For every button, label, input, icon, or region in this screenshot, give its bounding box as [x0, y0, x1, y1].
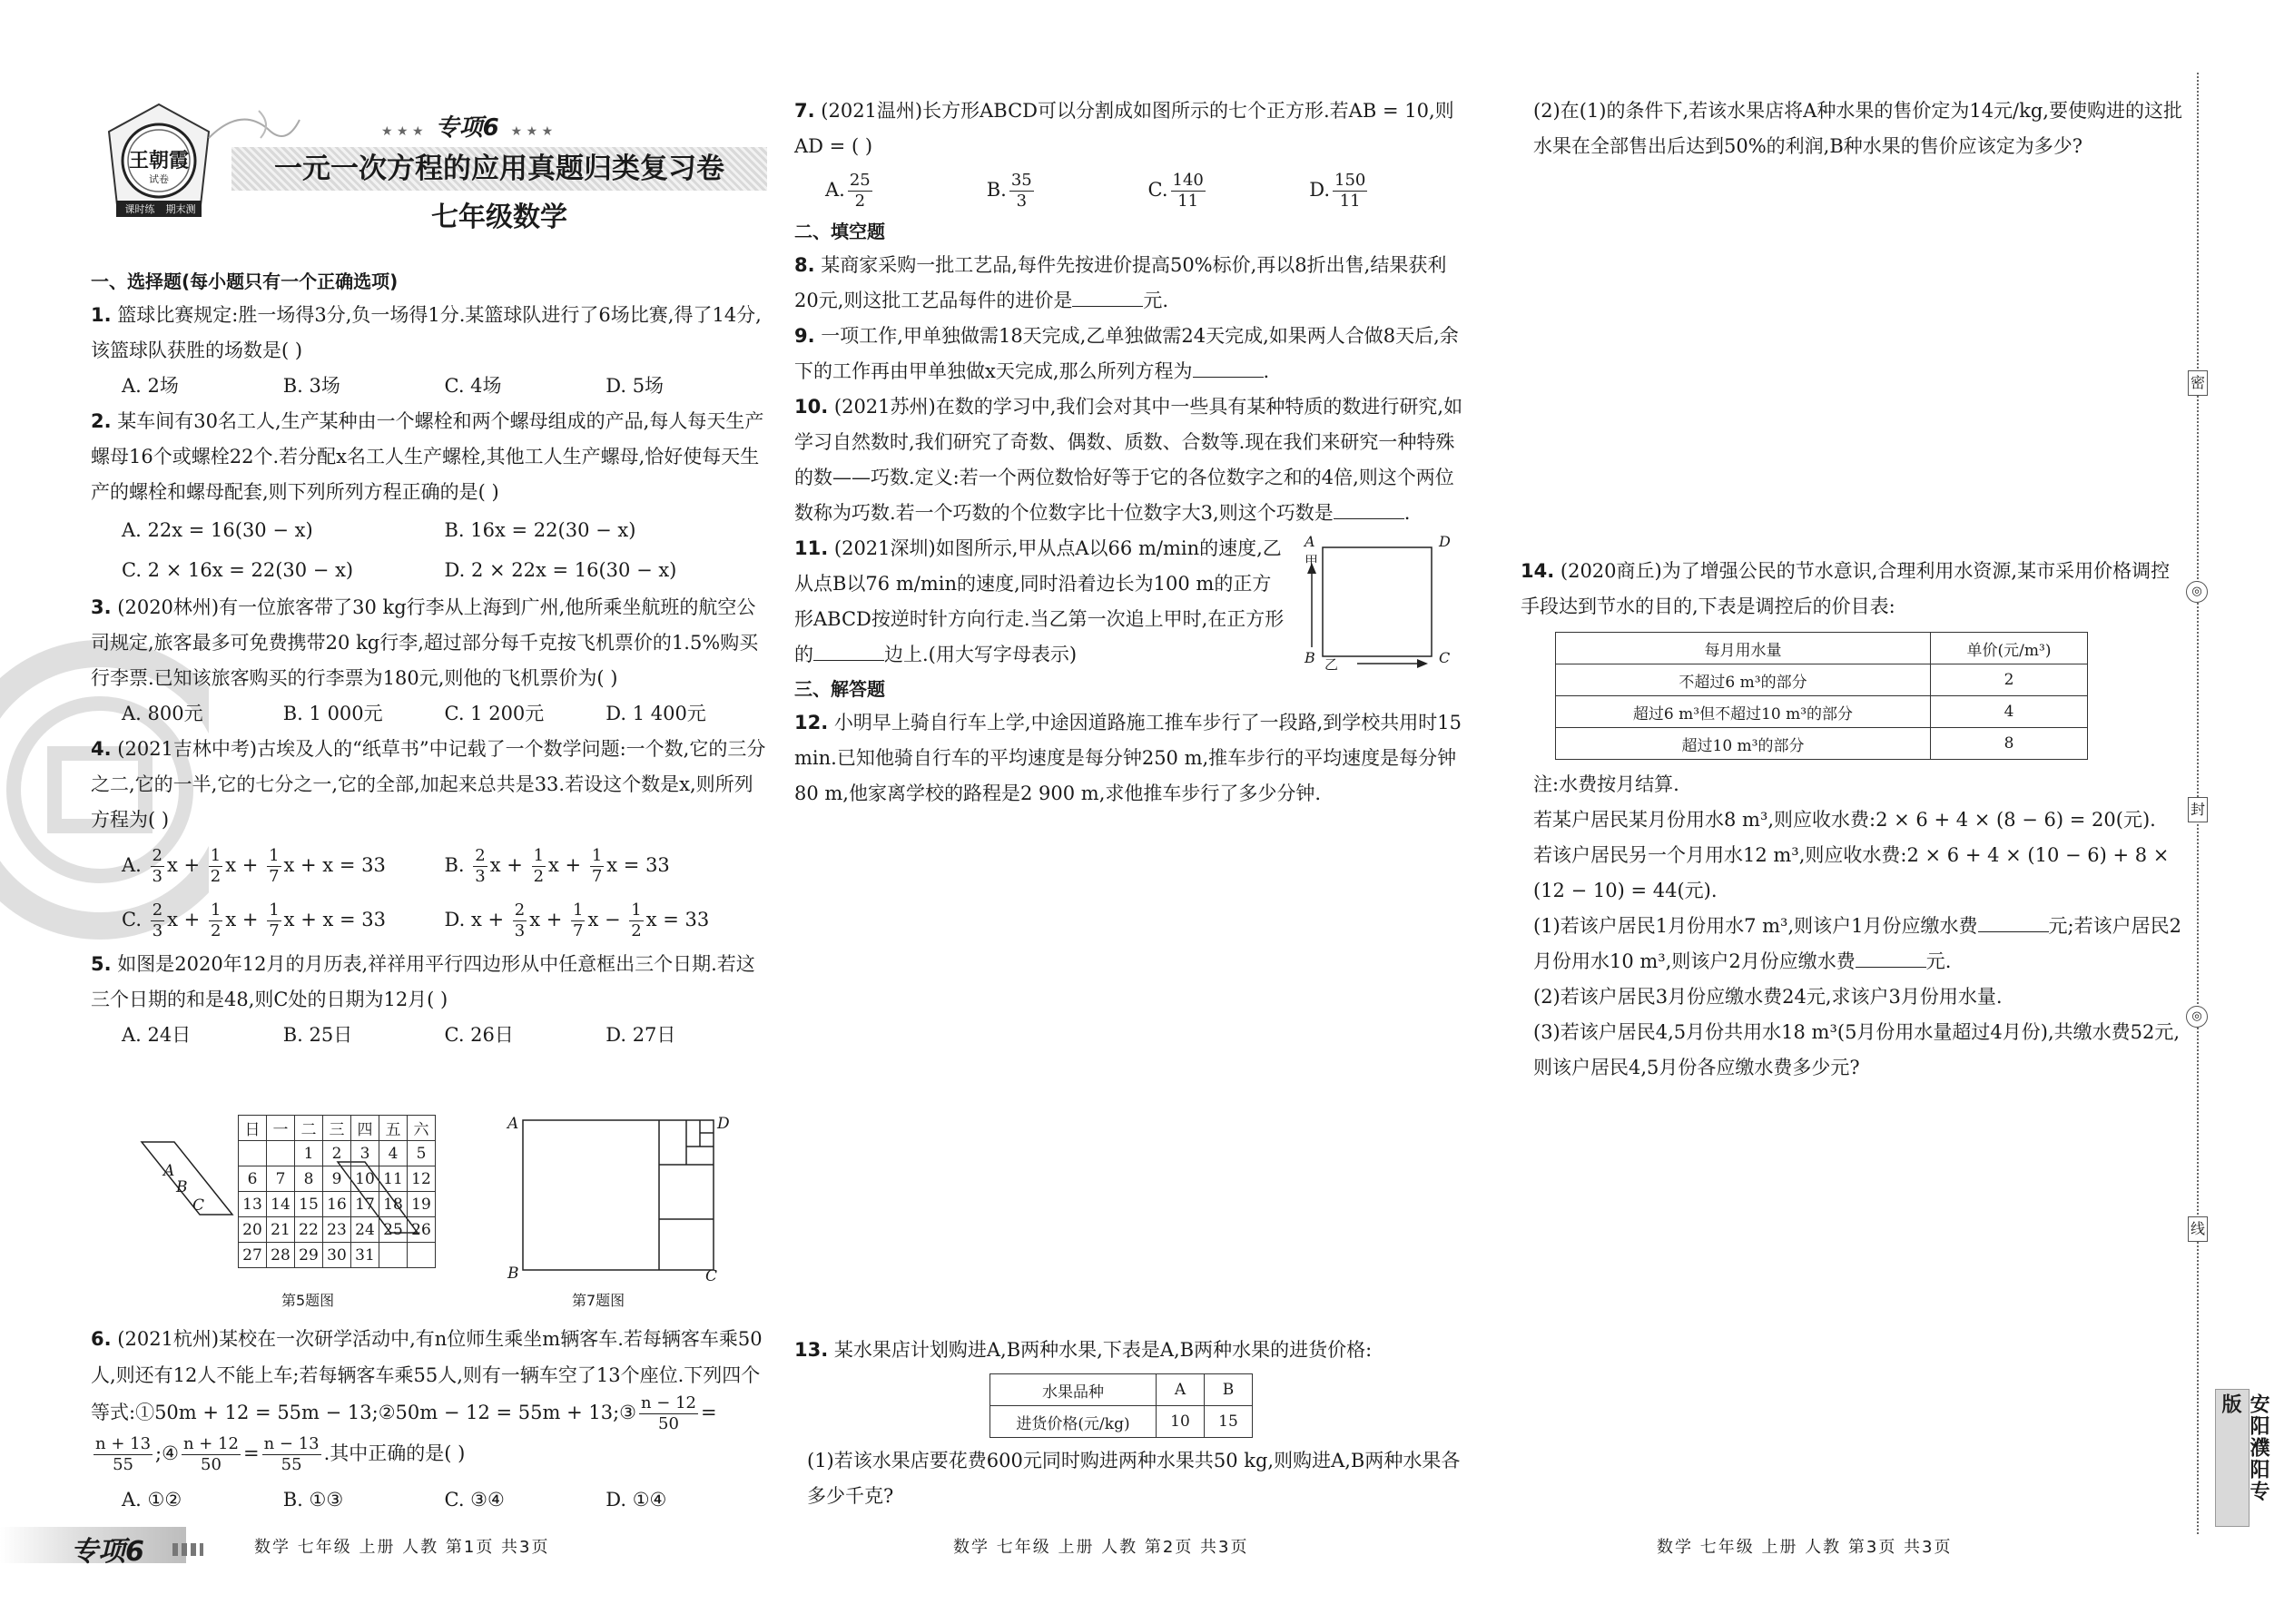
calendar-cell: 10 — [351, 1166, 379, 1192]
q3-text: (2020林州)有一位旅客带了30 kg行李从上海到广州,他所乘坐航班的航空公司规定,旅客最多可免费携带20 kg行李,超过部分每千克按飞机票价的1.5%购买行李票.已知该旅客购买的行李票为180元,则他的飞机票价为( ) — [91, 596, 759, 689]
figure-11-yi: 乙 — [1324, 656, 1339, 673]
q5-option-b[interactable]: B. 25日 — [282, 1024, 353, 1046]
q8-tail: 元. — [1143, 290, 1169, 311]
figure-11-label-a: A — [1305, 533, 1315, 550]
q4-text: (2021吉林中考)古埃及人的“纸草书”中记载了一个数学问题:一个数,它的三分之二,它的一半,它的七分之一,它的全部,加起来总共是33.若设这个数是x,则所列方程为( ) — [91, 738, 766, 831]
calendar-cell: 25 — [379, 1217, 408, 1243]
calendar-header-cell: 六 — [408, 1116, 436, 1141]
logo-sub: 试卷 — [149, 173, 169, 185]
calendar-cell: 24 — [351, 1217, 379, 1243]
calendar-cell: 31 — [351, 1243, 379, 1268]
figure-7-label-a: A — [507, 1115, 519, 1133]
figure-11-label-b: B — [1305, 649, 1315, 666]
q1-option-c[interactable]: C. 4场 — [444, 375, 502, 397]
table-header-cell: 每月用水量 — [1556, 633, 1931, 664]
calendar-cell: 20 — [239, 1217, 267, 1243]
calendar-cell: 14 — [267, 1192, 295, 1217]
calendar-cell: 15 — [295, 1192, 323, 1217]
q9-text: 一项工作,甲单独做需18天完成,乙单独做需24天完成,如果两人合做8天后,余下的工作再由甲单独做x天完成,那么所列方程为 — [794, 325, 1459, 382]
calendar-header-cell: 五 — [379, 1116, 408, 1141]
q14-part-3: (3)若该户居民4,5月份共用水18 m³(5月份用水量超过4月份),共缴水费52元,则该户居民4,5月份各应缴水费多少元? — [1533, 1021, 2181, 1078]
logo-badge-right: 期末测 — [165, 203, 196, 215]
q13-text: 某水果店计划购进A,B两种水果,下表是A,B两种水果的进货价格: — [833, 1339, 1373, 1361]
q1-number: 1. — [91, 304, 112, 326]
q14-example-1: 若某户居民某月份用水8 m³,则应收水费:2 × 6 + 4 × (8 − 6) = 20(元). — [1533, 809, 2156, 831]
calendar-header-cell: 四 — [351, 1116, 379, 1141]
q1-text: 篮球比赛规定:胜一场得3分,负一场得1分.某篮球队进行了6场比赛,得了14分,该篮球队获胜的场数是( ) — [91, 304, 762, 361]
q2-option-a[interactable]: A. 22x = 16(30 − x) — [122, 519, 313, 541]
calendar-cell: 28 — [267, 1243, 295, 1268]
q1-option-a[interactable]: A. 2场 — [122, 375, 179, 397]
q1-option-b[interactable]: B. 3场 — [282, 375, 340, 397]
table-row — [239, 1217, 436, 1243]
q13-number: 13. — [794, 1339, 829, 1361]
calendar-cell: 6 — [239, 1166, 267, 1192]
q2-option-d[interactable]: D. 2 × 22x = 16(30 − x) — [444, 559, 677, 581]
footer-tag-dots — [172, 1543, 203, 1556]
page-subtitle: 七年级数学 — [431, 202, 567, 233]
q11-answer-blank[interactable] — [813, 644, 884, 661]
question-8 — [794, 248, 1471, 319]
footer-page-2: 数学 七年级 上册 人教 第2页 共3页 — [953, 1538, 1249, 1557]
side-mark-line: 线 — [2188, 1216, 2208, 1242]
table-cell: 不超过6 m³的部分 — [1556, 664, 1931, 696]
water-price-table — [1555, 632, 2088, 760]
footer-tag: 专项6 — [71, 1536, 144, 1568]
calendar-cell — [267, 1141, 295, 1166]
calendar-cell: 29 — [295, 1243, 323, 1268]
q4-option-b[interactable]: B. $\frac{2}{3}$ x + $\frac{1}{2}$ x + $\frac{1}{7}$ x = 33 — [444, 846, 670, 886]
calendar-cell: 22 — [295, 1217, 323, 1243]
q8-answer-blank[interactable] — [1072, 290, 1143, 307]
q7-option-c[interactable]: C. $\frac{140}{11}$ — [1147, 171, 1204, 211]
q11-text: (2021深圳)如图所示,甲从点A以66 m/min的速度,乙从点B以76 m/min的速度,同时沿着边长为100 m的正方形ABCD按逆时针方向行走.当乙第一次追上甲时,在正方形的 — [794, 537, 1285, 665]
q6-text: (2021杭州)某校在一次研学活动中,有n位师生乘坐m辆客车.若每辆客车乘50人,则还有12人不能上车;若每辆客车乘55人,则有一辆车空了13个座位.下列四个等式:①50m + 12 = 55m − 13;②50m − 12 = 55m + 13;③ — [91, 1328, 763, 1423]
q6-number: 6. — [91, 1328, 112, 1350]
calendar-header-cell: 一 — [267, 1116, 295, 1141]
table-cell: 4 — [1931, 696, 2088, 728]
q11-tail: 边上.(用大写字母表示) — [884, 644, 1078, 665]
q14-text: (2020商丘)为了增强公民的节水意识,合理利用水资源,某市采用价格调控手段达到节水的目的,下表是调控后的价目表: — [1521, 560, 2171, 617]
table-cell: 8 — [1931, 728, 2088, 760]
q3-number: 3. — [91, 596, 112, 618]
table-header-cell: 水果品种 — [990, 1374, 1157, 1406]
calendar-cell: 19 — [408, 1192, 436, 1217]
q10-text: (2021苏州)在数的学习中,我们会对其中一些具有某种特质的数进行研究,如学习自然数时,我们研究了奇数、偶数、质数、合数等.现在我们来研究一种特殊的数——巧数.定义:若一个两位数恰好等于它的各位数字之和的4倍,则这个两位数称为巧数.若一个巧数的个位数字比十位数字大3,则这个巧数是 — [794, 396, 1463, 524]
figure-11-square — [1321, 546, 1439, 664]
table-cell: 2 — [1931, 664, 2088, 696]
stars-right: ★ ★ ★ — [510, 124, 554, 139]
table-row — [239, 1192, 436, 1217]
figure-7-caption: 第7题图 — [572, 1292, 625, 1309]
q9-answer-blank[interactable] — [1193, 360, 1264, 378]
table-row — [990, 1374, 1253, 1406]
q14-part-1: (1)若该户居民1月份用水7 m³,则该户1月份应缴水费 元;若该户居民2月份用水10 m³,则该户2月份应缴水费 元. — [1533, 915, 2181, 972]
figure-7 — [504, 1115, 731, 1324]
figure-5-label-a: A — [163, 1162, 175, 1180]
question-9 — [794, 319, 1471, 389]
figure-7-label-d: D — [717, 1115, 730, 1133]
calendar-cell: 21 — [267, 1217, 295, 1243]
q3-option-a[interactable]: A. 800元 — [122, 703, 203, 724]
q14-part-2: (2)若该户居民3月份应缴水费24元,求该户3月份用水量. — [1533, 986, 2003, 1008]
table-row — [1556, 633, 2088, 664]
calendar-cell: 8 — [295, 1166, 323, 1192]
q7-option-b[interactable]: B. $\frac{35}{3}$ — [986, 171, 1032, 211]
calendar-cell: 4 — [379, 1141, 408, 1166]
question-11 — [794, 531, 1471, 673]
q6-option-d[interactable]: D. ①④ — [605, 1489, 667, 1511]
section-choice: 一、选择题(每小题只有一个正确选项) — [91, 271, 399, 292]
question-3 — [91, 590, 767, 732]
q7-text: (2021温州)长方形ABCD可以分割成如图所示的七个正方形.若AB = 10,则AD = ( ) — [794, 100, 1454, 157]
table-row — [1556, 664, 2088, 696]
question-13 — [794, 1333, 1471, 1514]
q6-option-a[interactable]: A. ①② — [122, 1489, 182, 1511]
q4-option-c[interactable]: C. $\frac{2}{3}$ x + $\frac{1}{2}$ x + $\frac{1}{7}$ x + x = 33 — [122, 901, 386, 940]
table-row — [1556, 728, 2088, 760]
q5-option-a[interactable]: A. 24日 — [122, 1024, 192, 1046]
column-2 — [794, 94, 1471, 812]
table-row — [1556, 696, 2088, 728]
header-stars-row — [381, 109, 553, 143]
q2-option-b[interactable]: B. 16x = 22(30 − x) — [444, 519, 636, 541]
q5-text: 如图是2020年12月的月历表,祥祥用平行四边形从中任意框出三个日期.若这三个日期的和是48,则C处的日期为12月( ) — [91, 953, 755, 1010]
calendar-cell: 3 — [351, 1141, 379, 1166]
side-circle-icon-2: ◎ — [2186, 1006, 2208, 1028]
q13-part-1: (1)若该水果店要花费600元同时购进两种水果共50 kg,则购进A,B两种水果各多少千克? — [807, 1450, 1461, 1507]
calendar-cell: 17 — [351, 1192, 379, 1217]
calendar-cell: 27 — [239, 1243, 267, 1268]
q6-option-c[interactable]: C. ③④ — [444, 1489, 505, 1511]
table-header-cell: B — [1205, 1374, 1253, 1406]
title-banner — [231, 147, 767, 191]
calendar-cell: 30 — [323, 1243, 351, 1268]
q4-option-a[interactable]: A. $\frac{2}{3}$ x + $\frac{1}{2}$ x + $\frac{1}{7}$ x + x = 33 — [122, 846, 386, 886]
calendar-cell: 18 — [379, 1192, 408, 1217]
figure-5-label-c: C — [192, 1196, 205, 1215]
calendar-header-cell: 三 — [323, 1116, 351, 1141]
edition-badge — [2215, 1389, 2269, 1527]
logo-text: 王朝霞 — [129, 149, 190, 172]
page-title: 一元一次方程的应用真题归类复习卷 — [274, 153, 724, 185]
figure-11-arrow-up-icon — [1303, 561, 1321, 652]
calendar-cell — [239, 1141, 267, 1166]
calendar-cell: 1 — [295, 1141, 323, 1166]
q6-mid: ;④ — [155, 1442, 179, 1464]
table-cell: 超过10 m³的部分 — [1556, 728, 1931, 760]
q9-number: 9. — [794, 325, 815, 347]
q5-option-c[interactable]: C. 26日 — [444, 1024, 514, 1046]
figure-11-arrow-right-icon — [1339, 655, 1430, 673]
q14-answer-blank-2[interactable] — [1856, 950, 1926, 968]
q2-text: 某车间有30名工人,生产某种由一个螺栓和两个螺母组成的产品,每人每天生产螺母16个或螺栓22个.若分配x名工人生产螺栓,其他工人生产螺母,恰好使每天生产的螺栓和螺母配套,则下列所列方程正确的是( ) — [91, 410, 764, 503]
q5-number: 5. — [91, 953, 112, 975]
section-answer: 三、解答题 — [794, 678, 885, 700]
table-cell: 超过6 m³但不超过10 m³的部分 — [1556, 696, 1931, 728]
column-1 — [91, 265, 767, 1053]
q3-option-b[interactable]: B. 1 000元 — [282, 703, 383, 724]
question-7 — [794, 94, 1471, 215]
figure-11-label-c: C — [1439, 649, 1451, 666]
logo-badge-left: 课时练 — [124, 203, 155, 215]
table-cell: 进货价格(元/kg) — [990, 1406, 1157, 1438]
calendar-cell: 11 — [379, 1166, 408, 1192]
q3-options — [91, 696, 767, 732]
question-2 — [91, 404, 767, 590]
figure-5 — [136, 1115, 445, 1324]
q8-text: 某商家采购一批工艺品,每件先按进价提高50%标价,再以8折出售,结果获利20元,则这批工艺品每件的进价是 — [794, 254, 1447, 311]
q7-number: 7. — [794, 100, 815, 122]
question-12 — [794, 705, 1471, 812]
calendar-table — [238, 1115, 436, 1268]
q5-option-d[interactable]: D. 27日 — [605, 1024, 676, 1046]
figure-7-label-b: B — [507, 1265, 519, 1283]
q4-option-d[interactable]: D. x + $\frac{2}{3}$ x + $\frac{1}{7}$ x − $\frac{1}{2}$ x = 33 — [444, 901, 710, 940]
stars-left: ★ ★ ★ — [381, 124, 424, 139]
figure-5-caption: 第5题图 — [281, 1292, 335, 1309]
calendar-cell: 2 — [323, 1141, 351, 1166]
q2-number: 2. — [91, 410, 112, 432]
side-circle-icon: ◎ — [2186, 581, 2208, 603]
q3-option-d[interactable]: D. 1 400元 — [605, 703, 706, 724]
figure-7-label-c: C — [705, 1267, 718, 1285]
calendar-header-cell: 日 — [239, 1116, 267, 1141]
section-fill: 二、填空题 — [794, 221, 885, 242]
table-row — [239, 1166, 436, 1192]
column-3 — [1521, 94, 2183, 164]
calendar-cell: 7 — [267, 1166, 295, 1192]
q10-number: 10. — [794, 396, 829, 418]
question-10 — [794, 389, 1471, 531]
q1-option-d[interactable]: D. 5场 — [605, 375, 665, 397]
question-6: 6. (2021杭州)某校在一次研学活动中,有n位师生乘坐m辆客车.若每辆客车乘50人,则还有12人不能上车;若每辆客车乘55人,则有一辆车空了13个座位.下列四个等式:①50m + 12 = 55m − 13;②50m − 12 = 55m + 13;③ $\frac{n - 12}{50}$ = $\frac{n + 13}{55}$ ;④ $\frac{n + 12}{50}$ = $\frac{n - 13}{55}$ .其中正确的是( ) A. ①② B. ①③ C. ③④ D. ①④ — [91, 1321, 767, 1518]
calendar-header-cell: 二 — [295, 1116, 323, 1141]
q6-option-b[interactable]: B. ①③ — [282, 1489, 344, 1511]
q5-options — [91, 1018, 767, 1053]
q4-number: 4. — [91, 738, 112, 760]
table-row — [239, 1243, 436, 1268]
side-mark-seal: 密 — [2188, 370, 2208, 396]
figure-5-label-b: B — [176, 1178, 188, 1196]
q14-answer-blank-1[interactable] — [1978, 915, 2049, 932]
q2-options — [91, 510, 767, 590]
table-cell: 15 — [1205, 1406, 1253, 1438]
q7-option-d[interactable]: D. $\frac{150}{11}$ — [1309, 171, 1366, 211]
calendar-cell: 16 — [323, 1192, 351, 1217]
q8-number: 8. — [794, 254, 815, 276]
calendar-cell — [379, 1243, 408, 1268]
q13-part-2: (2)在(1)的条件下,若该水果店将A种水果的售价定为14元/kg,要使购进的这批水果在全部售出后达到50%的利润,B种水果的售价应该定为多少? — [1533, 100, 2182, 157]
table-row — [239, 1141, 436, 1166]
fruit-price-table — [989, 1373, 1253, 1438]
q14-note: 注:水费按月结算. — [1533, 773, 1679, 795]
q12-text: 小明早上骑自行车上学,中途因道路施工推车步行了一段路,到学校共用时15 min.已知他骑自行车的平均速度是每分钟250 m,推车步行的平均速度是每分钟80 m,他家离学校的路程是2 900 m,求他推车步行了多少分钟. — [794, 712, 1462, 804]
footer-page-3: 数学 七年级 上册 人教 第3页 共3页 — [1657, 1538, 1953, 1557]
figure-11-label-d: D — [1439, 533, 1451, 550]
calendar-cell: 23 — [323, 1217, 351, 1243]
q4-options — [91, 838, 767, 947]
footer-page-1: 数学 七年级 上册 人教 第1页 共3页 — [254, 1538, 550, 1557]
table-row — [239, 1116, 436, 1141]
question-14 — [1521, 554, 2183, 1086]
q9-tail: . — [1263, 360, 1270, 382]
q7-option-a[interactable]: A. $\frac{25}{2}$ — [825, 171, 871, 211]
table-header-cell: A — [1157, 1374, 1205, 1406]
q10-answer-blank[interactable] — [1334, 502, 1404, 519]
special-topic-label: 专项6 — [435, 114, 499, 142]
table-header-cell: 单价(元/m³) — [1931, 633, 2088, 664]
question-4 — [91, 732, 767, 947]
q11-number: 11. — [794, 537, 829, 559]
q1-options — [91, 369, 767, 404]
q6-tail: .其中正确的是( ) — [323, 1442, 466, 1464]
q7-options — [794, 164, 1471, 215]
q6-options — [91, 1482, 767, 1518]
table-cell: 10 — [1157, 1406, 1205, 1438]
calendar-cell: 26 — [408, 1217, 436, 1243]
calendar-cell: 9 — [323, 1166, 351, 1192]
q14-number: 14. — [1521, 560, 1555, 582]
q14-example-2: 若该户居民另一个月用水12 m³,则应收水费:2 × 6 + 4 × (10 − 6) + 8 × (12 − 10) = 44(元). — [1533, 844, 2170, 901]
edition-text: 安阳濮阳专版 — [2219, 1393, 2269, 1502]
q10-tail: . — [1403, 502, 1411, 524]
calendar-cell: 5 — [408, 1141, 436, 1166]
side-mark-seal-2: 封 — [2188, 797, 2208, 822]
calendar-cell: 13 — [239, 1192, 267, 1217]
question-1 — [91, 298, 767, 404]
calendar-cell — [408, 1243, 436, 1268]
figure-11-jia: 甲 — [1305, 553, 1319, 569]
figure-7-squares — [522, 1119, 722, 1274]
question-5 — [91, 947, 767, 1053]
q12-number: 12. — [794, 712, 829, 733]
table-row — [990, 1406, 1253, 1438]
calendar-cell: 12 — [408, 1166, 436, 1192]
figure-11 — [1303, 533, 1466, 674]
q3-option-c[interactable]: C. 1 200元 — [444, 703, 545, 724]
q2-option-c[interactable]: C. 2 × 16x = 22(30 − x) — [122, 559, 354, 581]
